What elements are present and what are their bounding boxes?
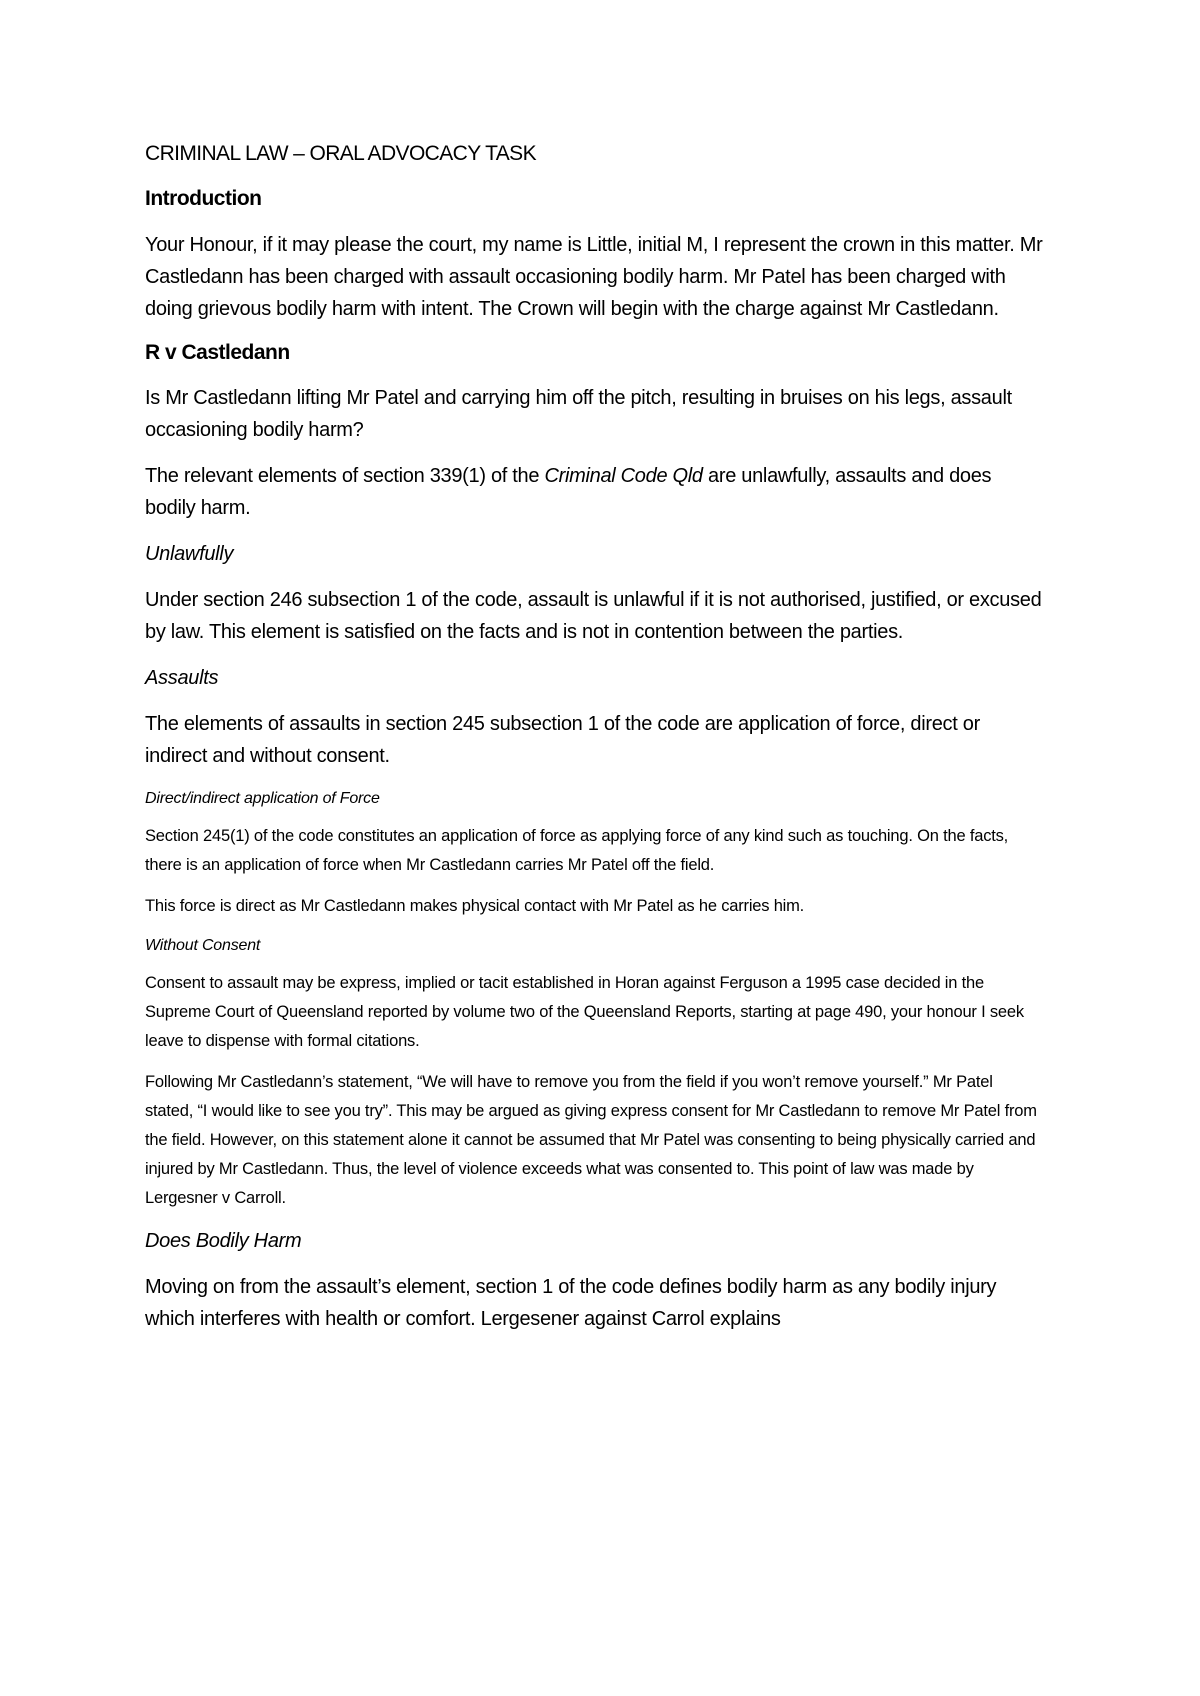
heading-introduction: Introduction: [145, 187, 262, 211]
consent-paragraph-2: Following Mr Castledann’s statement, “We will have to remove you from the field if you won’t remove yourself.” Mr Patel stated, “I would like to see you try”. This may be argued as giving express consent for Mr Castledann to remove Mr Patel from the field. However, on this statement alone it cannot be assumed that Mr Patel was consenting to being physically carried and injured by Mr Castledann. Thus, the level of violence exceeds what was consented to. This point of law was made by Lergesner v Carroll.: [145, 1072, 1037, 1207]
document-page: [145, 140, 1045, 1349]
bodily-harm-paragraph: Moving on from the assault’s element, section 1 of the code defines bodily harm as any bodily injury which interferes with health or comfort. Lergesener against Carrol explains: [145, 1275, 997, 1330]
elements-paragraph: [145, 460, 1045, 524]
subheading-bodily-harm: Does Bodily Harm: [145, 1229, 302, 1252]
consent-paragraph-1: Consent to assault may be express, implied or tacit established in Horan against Ferguson a 1995 case decided in the Supreme Court of Queensland reported by volume two of the Queensland Reports, starting at page 490, your honour I seek leave to dispense with formal citations.: [145, 973, 1024, 1050]
assaults-paragraph: The elements of assaults in section 245 subsection 1 of the code are application of force, direct or indirect and without consent.: [145, 712, 980, 767]
heading-case: R v Castledann: [145, 340, 290, 364]
subheading-unlawfully: Unlawfully: [145, 542, 234, 565]
elements-text-after: are unlawfully, assaults and does bodily harm.: [145, 464, 992, 519]
intro-paragraph: Your Honour, if it may please the court, my name is Little, initial M, I represent the crown in this matter. Mr Castledann has been charged with assault occasioning bodily harm. Mr Patel has been charged with doing grievous bodily harm with intent. The Crown will begin with the charge against Mr Castledann.: [145, 233, 1043, 320]
criminal-code-citation: Criminal Code Qld: [544, 464, 703, 487]
subheading-direct-indirect: Direct/indirect application of Force: [145, 789, 380, 807]
unlawfully-paragraph: Under section 246 subsection 1 of the code, assault is unlawful if it is not authorised, justified, or excused by law. This element is satisfied on the facts and is not in contention between the parties.: [145, 588, 1042, 643]
subheading-without-consent: Without Consent: [145, 936, 261, 954]
direct-paragraph-2: This force is direct as Mr Castledann makes physical contact with Mr Patel as he carries him.: [145, 896, 805, 915]
direct-paragraph-1: Section 245(1) of the code constitutes an application of force as applying force of any kind such as touching. On the facts, there is an application of force when Mr Castledann carries Mr Patel off the field.: [145, 826, 1009, 874]
subheading-assaults: Assaults: [145, 666, 219, 689]
document-title: CRIMINAL LAW – ORAL ADVOCACY TASK: [145, 142, 536, 165]
issue-paragraph: Is Mr Castledann lifting Mr Patel and carrying him off the pitch, resulting in bruises on his legs, assault occasioning bodily harm?: [145, 386, 1012, 441]
elements-text-before: The relevant elements of section 339(1) of the: [145, 464, 545, 487]
